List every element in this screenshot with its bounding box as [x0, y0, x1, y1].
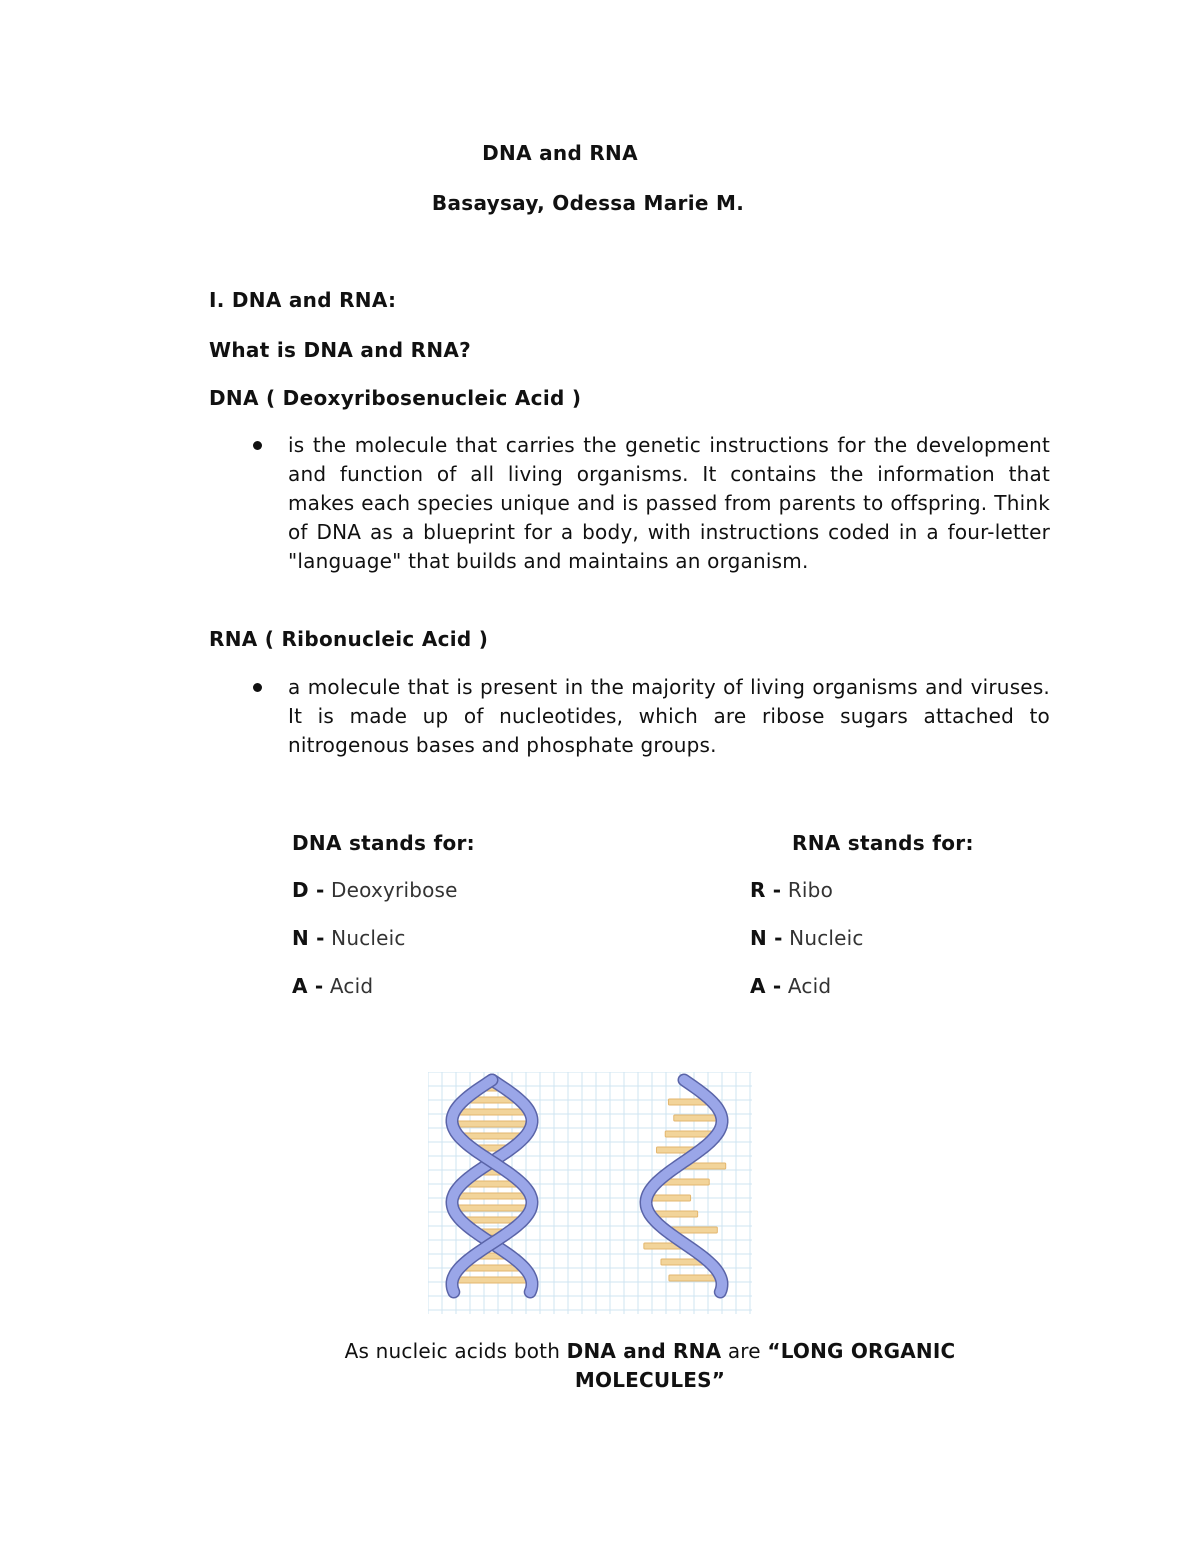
rna-heading: RNA ( Ribonucleic Acid ): [209, 627, 489, 651]
stand-word: Nucleic: [331, 926, 406, 950]
bullet-dot-icon: [253, 441, 262, 450]
rna-single-helix-icon: [644, 1080, 726, 1292]
document-title: DNA and RNA: [482, 141, 638, 165]
stand-word: Nucleic: [789, 926, 864, 950]
stand-letter: R -: [750, 878, 782, 902]
document-author: Basaysay, Odessa Marie M.: [431, 191, 745, 215]
dna-stand-item: [292, 974, 373, 998]
stand-word: Deoxyribose: [331, 878, 458, 902]
rna-stand-item: [750, 926, 864, 950]
caption-emphasis: DNA and RNA: [566, 1339, 722, 1363]
stand-word: Acid: [787, 974, 832, 998]
stand-letter: A -: [292, 974, 324, 998]
rna-stand-item: [750, 878, 833, 902]
stand-letter: A -: [750, 974, 782, 998]
stand-word: Acid: [329, 974, 374, 998]
dna-stand-item: [292, 926, 406, 950]
stand-letter: D -: [292, 878, 325, 902]
caption: [300, 1337, 1000, 1395]
question-heading: What is DNA and RNA?: [209, 338, 472, 362]
dna-stand-item: [292, 878, 458, 902]
stand-letter: N -: [750, 926, 783, 950]
dna-description: is the molecule that carries the genetic instructions for the development and function of all living organisms. It contains the information that makes each species unique and is passed from parents to offspring. Think of DNA as a blueprint for a body, with instructions coded in a four-letter "language" that builds and maintains an organism.: [288, 433, 1050, 573]
bullet-dot-icon: [253, 683, 262, 692]
caption-text: are: [721, 1339, 768, 1363]
dna-rna-helix-illustration: [428, 1072, 752, 1314]
dna-stands-heading: DNA stands for:: [292, 831, 475, 855]
rna-stand-item: [750, 974, 831, 998]
caption-emphasis: “LONG ORGANIC MOLECULES”: [574, 1339, 956, 1392]
section-heading: I. DNA and RNA:: [209, 288, 397, 312]
stand-letter: N -: [292, 926, 325, 950]
caption-text: As nucleic acids both: [344, 1339, 567, 1363]
dna-double-helix-icon: [452, 1080, 532, 1292]
stand-word: Ribo: [787, 878, 834, 902]
rna-stands-heading: RNA stands for:: [792, 831, 974, 855]
rna-description: a molecule that is present in the majority of living organisms and viruses. It is made up of nucleotides, which are ribose sugars attached to nitrogenous bases and phosphate groups.: [288, 675, 1050, 757]
rna-bullet: [250, 673, 1050, 763]
dna-bullet: [250, 431, 1050, 611]
dna-heading: DNA ( Deoxyribosenucleic Acid ): [209, 386, 582, 410]
